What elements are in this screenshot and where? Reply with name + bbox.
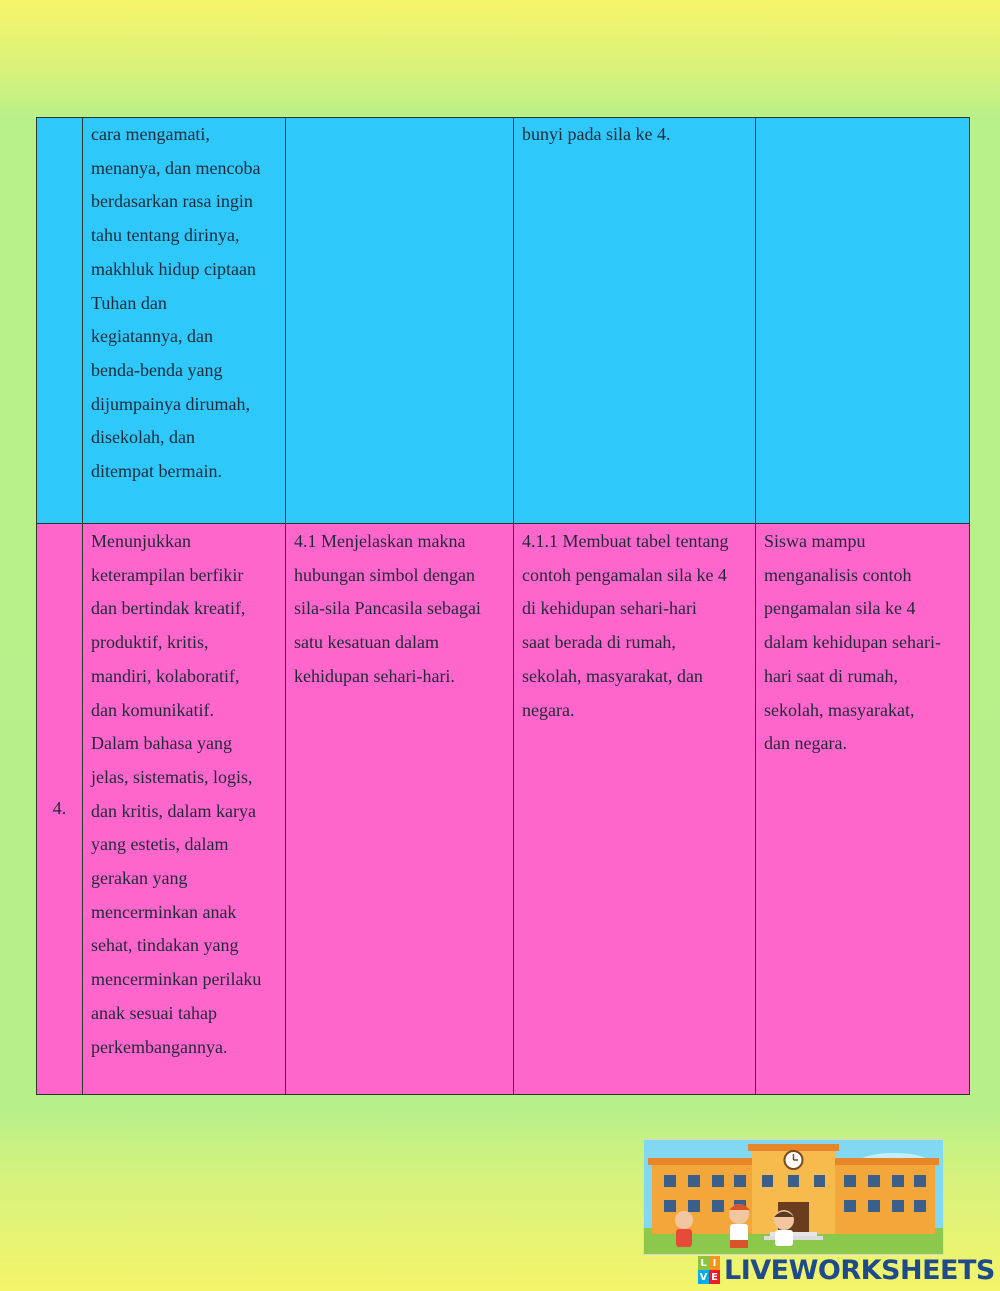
text-line: saat berada di rumah, bbox=[522, 632, 676, 653]
cell-number-empty bbox=[37, 118, 83, 524]
text-line: dan negara. bbox=[764, 733, 847, 754]
text-line: 4.1 Menjelaskan makna bbox=[294, 531, 466, 551]
text-line: menganalisis contoh bbox=[764, 564, 912, 585]
text-line: dan bertindak kreatif, bbox=[91, 598, 246, 619]
text-line: dan kritis, dalam karya bbox=[91, 800, 256, 821]
text-line: dan komunikatif. bbox=[91, 699, 214, 720]
text-line: kegiatannya, dan bbox=[91, 326, 213, 347]
text-line: mencerminkan anak bbox=[91, 901, 237, 922]
text-line: mandiri, kolaboratif, bbox=[91, 665, 240, 686]
text-line: anak sesuai tahap bbox=[91, 1002, 217, 1023]
text-line: jelas, sistematis, logis, bbox=[91, 766, 253, 787]
text-line: yang estetis, dalam bbox=[91, 834, 229, 855]
text-line: tahu tentang dirinya, bbox=[91, 225, 240, 246]
text-line: negara. bbox=[522, 699, 575, 720]
text-line: benda-benda yang bbox=[91, 359, 223, 380]
text-line: di kehidupan sehari-hari bbox=[522, 598, 697, 619]
cell-tujuan bbox=[756, 524, 970, 1095]
live-letter: V bbox=[699, 1271, 708, 1283]
live-letter: I bbox=[709, 1256, 720, 1270]
text-line: contoh pengamalan sila ke 4 bbox=[522, 564, 727, 585]
text-line: hari saat di rumah, bbox=[764, 665, 898, 686]
cell-number: 4. bbox=[37, 524, 83, 1095]
text-line: pengamalan sila ke 4 bbox=[764, 598, 916, 619]
cell-tujuan-empty bbox=[756, 118, 970, 524]
text-line: Tuhan dan bbox=[91, 292, 167, 313]
cell-kompetensi-inti bbox=[83, 524, 286, 1095]
text-line: disekolah, dan bbox=[91, 427, 195, 448]
table-row-continued bbox=[37, 118, 970, 524]
lesson-plan-table bbox=[36, 117, 970, 1095]
text-line: Dalam bahasa yang bbox=[91, 733, 232, 754]
live-letter: E bbox=[709, 1270, 720, 1284]
cell-indikator bbox=[514, 118, 756, 524]
cell-kompetensi-dasar bbox=[286, 524, 514, 1095]
text-line: produktif, kritis, bbox=[91, 632, 209, 653]
text-line: berdasarkan rasa ingin bbox=[91, 191, 253, 212]
cell-kompetensi-dasar-empty bbox=[286, 118, 514, 524]
text-line: perkembangannya. bbox=[91, 1036, 228, 1057]
text-line: mencerminkan perilaku bbox=[91, 969, 262, 990]
liveworksheets-logo bbox=[698, 1252, 995, 1288]
text-line: makhluk hidup ciptaan bbox=[91, 258, 256, 279]
school-illustration bbox=[643, 1139, 944, 1255]
text-line: gerakan yang bbox=[91, 868, 188, 889]
live-badge-icon bbox=[698, 1256, 720, 1284]
table-row-4 bbox=[37, 524, 970, 1095]
text-line: dijumpainya dirumah, bbox=[91, 393, 250, 414]
cell-indikator bbox=[514, 524, 756, 1095]
text-line: satu kesatuan dalam bbox=[294, 632, 439, 653]
text-line: cara mengamati, bbox=[91, 124, 210, 144]
brand-name: LIVEWORKSHEETS bbox=[724, 1254, 995, 1286]
live-letter: L bbox=[698, 1256, 709, 1270]
text-line: kehidupan sehari-hari. bbox=[294, 665, 455, 686]
text-line: bunyi pada sila ke 4. bbox=[522, 124, 671, 144]
text-line: sehat, tindakan yang bbox=[91, 935, 239, 956]
text-line: keterampilan berfikir bbox=[91, 564, 244, 585]
cell-kompetensi-inti bbox=[83, 118, 286, 524]
text-line: Menunjukkan bbox=[91, 531, 191, 551]
school-building-icon bbox=[644, 1140, 943, 1254]
text-line: sila-sila Pancasila sebagai bbox=[294, 598, 481, 619]
text-line: Siswa mampu bbox=[764, 531, 866, 551]
text-line: dalam kehidupan sehari- bbox=[764, 632, 941, 653]
text-line: ditempat bermain. bbox=[91, 461, 222, 482]
text-line: hubungan simbol dengan bbox=[294, 564, 475, 585]
text-line: 4.1.1 Membuat tabel tentang bbox=[522, 531, 729, 551]
text-line: sekolah, masyarakat, bbox=[764, 699, 915, 720]
text-line: sekolah, masyarakat, dan bbox=[522, 665, 703, 686]
text-line: menanya, dan mencoba bbox=[91, 157, 261, 178]
